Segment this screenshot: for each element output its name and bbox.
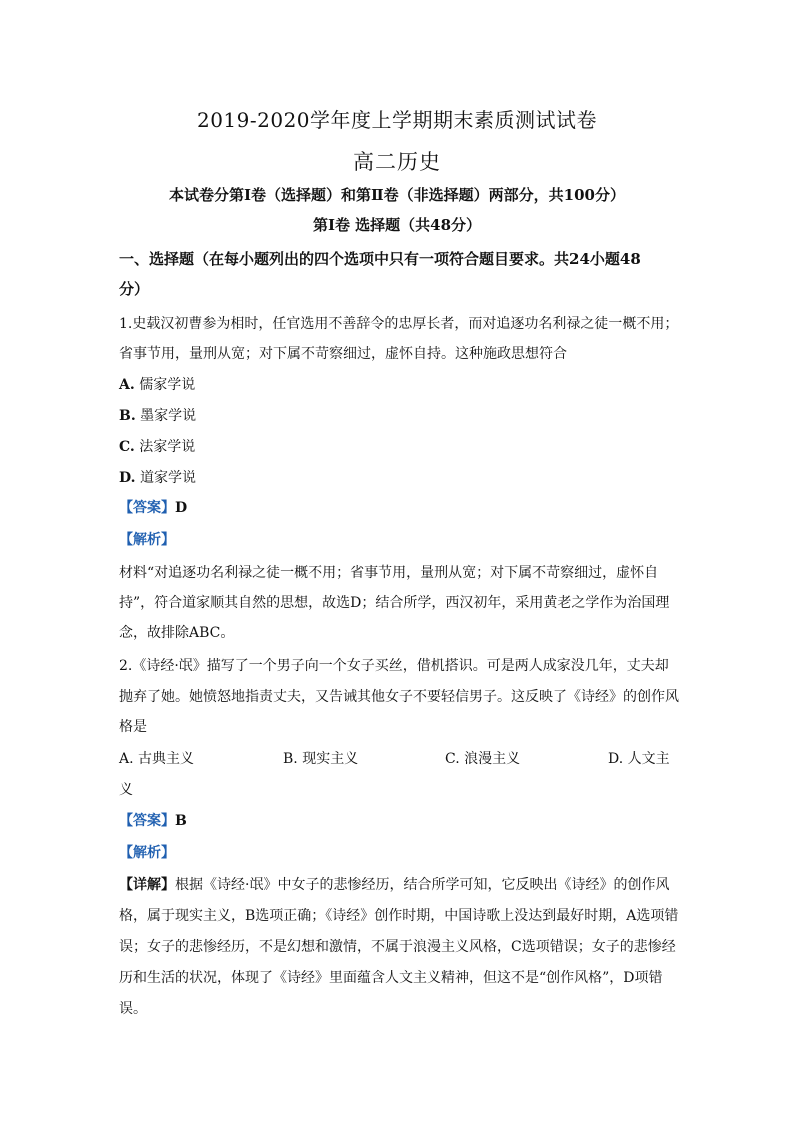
exam-title: 2019-2020学年度上学期期末素质测试试卷 [196,108,598,132]
q2-option-b [283,748,358,768]
q2-option-c [445,748,520,768]
q2-option-d [608,748,670,768]
analysis-text: 根据《诗经·氓》中女子的悲惨经历，结合所学可知，它反映出《诗经》的创作风 [175,877,670,893]
option-label: C. [445,751,460,767]
q1-option-c [119,436,195,456]
q1-stem-line2: 省事节用，量刑从宽；对下属不苛察细过，虚怀自持。这种施政思想符合 [119,346,567,362]
option-label: A. [119,751,134,767]
option-label: C. [119,439,135,455]
q2-analysis-line3: 误；女子的悲惨经历，不是幻想和激情，不属于浪漫主义风格，C选项错误；女子的悲惨经 [119,939,676,955]
option-text: 墨家学说 [140,408,197,424]
option-text: 儒家学说 [139,377,196,393]
option-label: D. [608,751,624,767]
q2-option-d-wrap: 义 [119,782,133,798]
q1-option-a [119,374,195,394]
q1-analysis-line2: 持”，符合道家顺其自然的思想，故选D；结合所学，西汉初年，采用黄老之学作为治国理 [119,595,670,611]
q2-answer [119,810,187,830]
option-text: 道家学说 [139,470,196,486]
section-instruction-cont: 分） [119,280,150,298]
exam-note: 本试卷分第Ⅰ卷（选择题）和第Ⅱ卷（非选择题）两部分，共100分） [169,186,625,204]
q1-analysis-line1: 材料“对追逐功名利禄之徒一概不用；省事节用，量刑从宽；对下属不苛察细过，虚怀自 [119,565,659,581]
q2-stem-line2: 抛弃了她。她愤怒地指责丈夫，又告诫其他女子不要轻信男子。这反映了《诗经》的创作风 [119,689,679,705]
q1-answer [119,497,187,517]
q2-stem-line3: 格是 [119,719,147,735]
exam-subject: 高二历史 [353,150,441,174]
answer-value: D [175,500,188,516]
q2-stem-line1: 2.《诗经·氓》描写了一个男子向一个女子买丝，借机搭识。可是两人成家没几年，丈夫却 [119,658,669,674]
q2-analysis-line4: 历和生活的状况，体现了《诗经》里面蕴含人文主义精神，但这不是“创作风格”，D项错 [119,970,663,986]
q1-stem-line1: 1.史载汉初曹参为相时，任官选用不善辞令的忠厚长者，而对追逐功名利禄之徒一概不用； [119,316,679,332]
option-text: 现实主义 [302,751,359,767]
option-text: 人文主 [627,751,670,767]
q2-option-a [119,748,194,768]
option-text: 古典主义 [138,751,195,767]
q2-analysis-tag: 【解析】 [119,845,175,861]
option-label: D. [119,470,136,486]
q1-analysis-line3: 念，故排除ABC。 [119,625,235,641]
option-label: B. [283,751,298,767]
part-heading: 第Ⅰ卷 选择题（共48分） [312,216,482,234]
answer-tag: 【答案】 [119,813,175,829]
q2-analysis-line1 [119,874,669,894]
q2-analysis-line5: 误。 [119,1001,147,1017]
answer-tag: 【答案】 [119,500,175,516]
q1-option-b [119,405,196,425]
option-text: 浪漫主义 [464,751,521,767]
section-instruction: 一、选择题（在每小题列出的四个选项中只有一项符合题目要求。共24小题48 [119,250,641,268]
answer-value: B [175,813,187,829]
q1-analysis-tag: 【解析】 [119,532,175,548]
detail-tag: 【详解】 [119,877,175,893]
option-text: 法家学说 [139,439,196,455]
option-label: B. [119,408,136,424]
option-label: A. [119,377,135,393]
q2-analysis-line2: 格，属于现实主义，B选项正确；《诗经》创作时期，中国诗歌上没达到最好时期，A选项错 [119,908,679,924]
q1-option-d [119,467,196,487]
